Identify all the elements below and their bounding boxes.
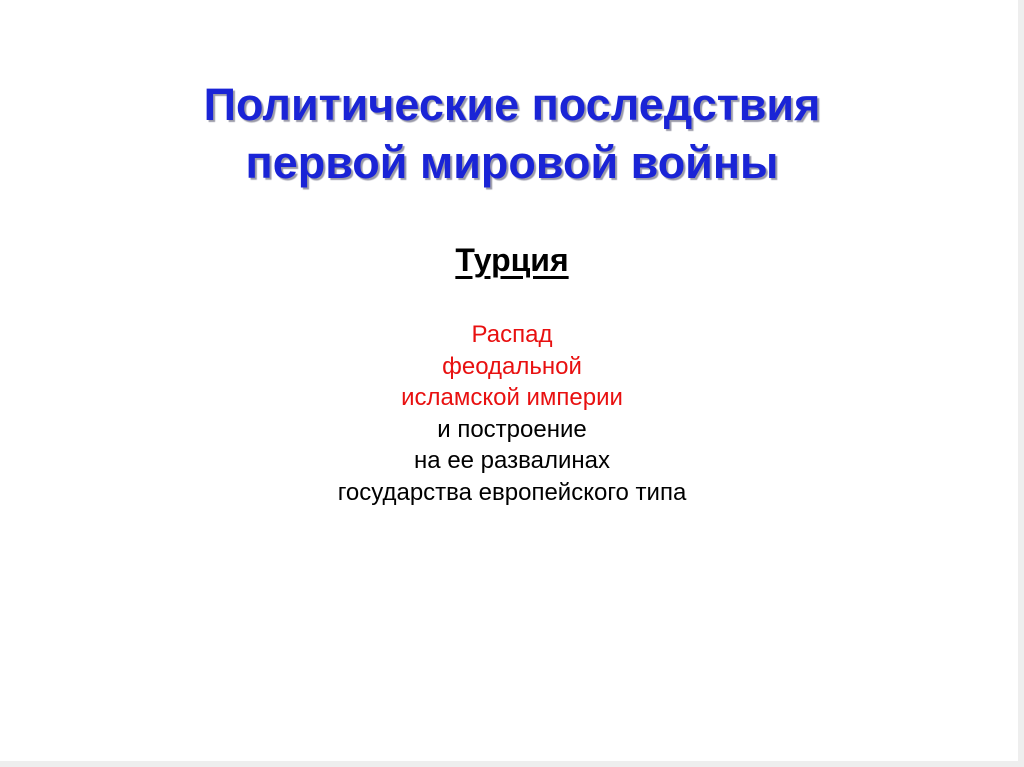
body-line-5: на ее развалинах bbox=[414, 447, 610, 474]
body-line-4: и построение bbox=[437, 415, 587, 443]
slide-title-line-1: Политические последствия bbox=[203, 79, 821, 130]
slide-body bbox=[0, 319, 1024, 508]
slide-subtitle: Турция bbox=[455, 242, 569, 278]
body-line-1: Распад bbox=[471, 321, 553, 348]
slide-title-line-2: первой мировой войны bbox=[245, 137, 779, 188]
slide-title bbox=[0, 76, 1024, 192]
body-line-6: государства европейского типа bbox=[337, 478, 687, 506]
body-line-2: феодальной bbox=[442, 352, 582, 380]
body-line-3: исламской империи bbox=[401, 384, 623, 411]
